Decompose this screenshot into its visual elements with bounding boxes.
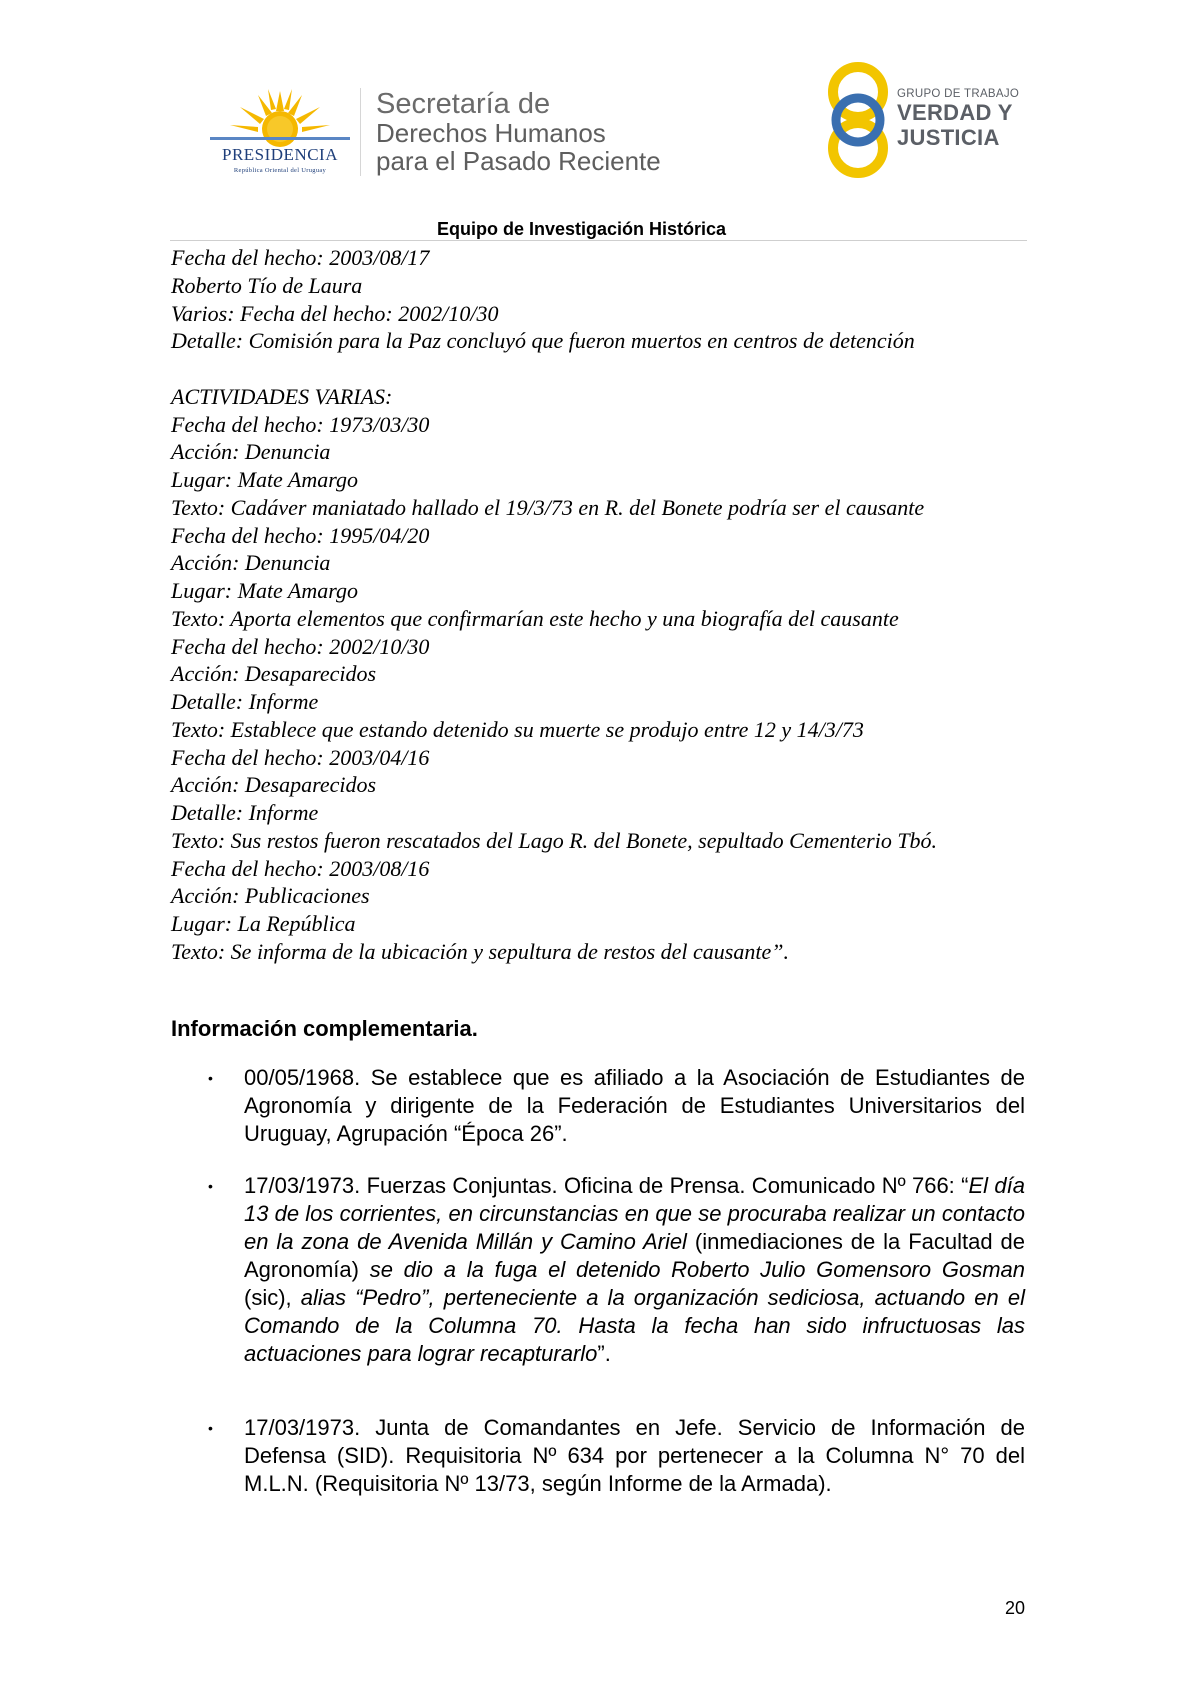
- sun-emblem-icon: [200, 85, 360, 147]
- presidencia-subtitle: República Oriental del Uruguay: [233, 167, 327, 174]
- secretaria-line-3: para el Pasado Reciente: [376, 146, 661, 176]
- record-line: Fecha del hecho: 2003/08/17: [171, 245, 430, 270]
- record-line: Acción: Denuncia: [171, 550, 331, 576]
- record-line: Varios: Fecha del hecho: 2002/10/30: [171, 300, 499, 326]
- record-line: Acción: Publicaciones: [171, 883, 370, 909]
- record-line: Acción: Desaparecidos: [171, 661, 377, 687]
- presidencia-logo: [200, 85, 360, 180]
- record-line: Acción: Desaparecidos: [171, 772, 377, 798]
- item-text: 17/03/1973. Fuerzas Conjuntas. Oficina de Prensa. Comunicado Nº 766: “: [244, 1173, 969, 1198]
- item-text: 17/03/1973. Junta de Comandantes en Jefe. Servicio de Información de Defensa (SID). Requisitoria Nº 634 por pertenecer a la Columna N° 70 del M.L.N. (Requisitoria Nº 13/73, según Informe de la Armada).: [244, 1415, 1025, 1496]
- record-line: Lugar: La República: [171, 911, 356, 936]
- record-line: [171, 355, 937, 383]
- record-line: Fecha del hecho: 2002/10/30: [171, 633, 430, 659]
- record-line: Fecha del hecho: 1973/03/30: [171, 411, 430, 437]
- quoted-text: El día 13 de los corrientes, en circunstancias en que se procuraba realizar un contacto en la zona de Avenida Millán y Camino Ariel: [244, 1173, 1025, 1254]
- presidencia-title: PRESIDENCIA: [221, 145, 338, 164]
- list-item: [244, 1414, 1025, 1498]
- record-line: Texto: Cadáver maniatado hallado el 19/3/73 en R. del Bonete podría ser el causante: [171, 494, 925, 520]
- record-line: ACTIVIDADES VARIAS:: [171, 383, 393, 409]
- record-line: Fecha del hecho: 2003/04/16: [171, 744, 430, 770]
- bullet-icon: •: [208, 1420, 213, 1436]
- quoted-text: se dio a la fuga el detenido Roberto Julio Gomensoro Gosman: [369, 1257, 1025, 1282]
- bullet-icon: •: [208, 1070, 213, 1086]
- record-line: Texto: Establece que estando detenido su muerte se produjo entre 12 y 14/3/73: [171, 716, 864, 742]
- list-item: [244, 1172, 1025, 1368]
- logo-divider: [360, 88, 361, 176]
- record-text-block: [171, 244, 937, 966]
- page-number: 20: [1005, 1598, 1026, 1618]
- record-line: Roberto Tío de Laura: [171, 272, 363, 298]
- page-header-title: Equipo de Investigación Histórica: [437, 219, 727, 239]
- record-line: Acción: Denuncia: [171, 439, 331, 465]
- gtvj-line-2: VERDAD Y: [897, 100, 1013, 125]
- record-line: Detalle: Informe: [171, 800, 319, 825]
- secretaria-line-1: Secretaría de: [376, 88, 551, 120]
- record-line: Detalle: Informe: [171, 689, 319, 714]
- record-line: Texto: Aporta elementos que confirmarían este hecho y una biografía del causante: [171, 605, 899, 631]
- gtvj-line-1: GRUPO DE TRABAJO: [897, 88, 1020, 100]
- record-line: Fecha del hecho: 2003/08/16: [171, 855, 430, 881]
- header-divider: [170, 240, 1027, 241]
- bullet-icon: •: [208, 1178, 213, 1194]
- gtvj-line-3: JUSTICIA: [897, 125, 1000, 150]
- record-line: Detalle: Comisión para la Paz concluyó que fueron muertos en centros de detención: [171, 328, 915, 354]
- record-line: Lugar: Mate Amargo: [171, 467, 358, 492]
- section-heading: Información complementaria.: [171, 1016, 478, 1041]
- record-line: Lugar: Mate Amargo: [171, 578, 358, 603]
- item-text: (inmediaciones de la Facultad de Agronomía): [244, 1229, 1026, 1282]
- record-line: Texto: Se informa de la ubicación y sepultura de restos del causante”.: [171, 938, 789, 964]
- item-text: 00/05/1968. Se establece que es afiliado a la Asociación de Estudiantes de Agronomía y dirigente de la Federación de Estudiantes Universitarios del Uruguay, Agrupación “Época 26”.: [244, 1065, 1025, 1146]
- secretaria-line-2: Derechos Humanos: [376, 118, 606, 148]
- record-line: Fecha del hecho: 1995/04/20: [171, 522, 430, 548]
- list-item: [244, 1064, 1025, 1148]
- secretaria-logo: [376, 90, 661, 175]
- interlocked-rings-icon: [822, 58, 897, 183]
- record-line: Texto: Sus restos fueron rescatados del Lago R. del Bonete, sepultado Cementerio Tbó.: [171, 827, 938, 853]
- quoted-text: alias “Pedro”, perteneciente a la organización sediciosa, actuando en el Comando de la Columna 70. Hasta la fecha han sido infructuosas las actuaciones para lograr recapturarlo: [244, 1285, 1025, 1366]
- item-text: ”.: [597, 1341, 611, 1366]
- item-text: (sic),: [244, 1285, 301, 1310]
- verdad-justicia-logo: [822, 58, 1032, 183]
